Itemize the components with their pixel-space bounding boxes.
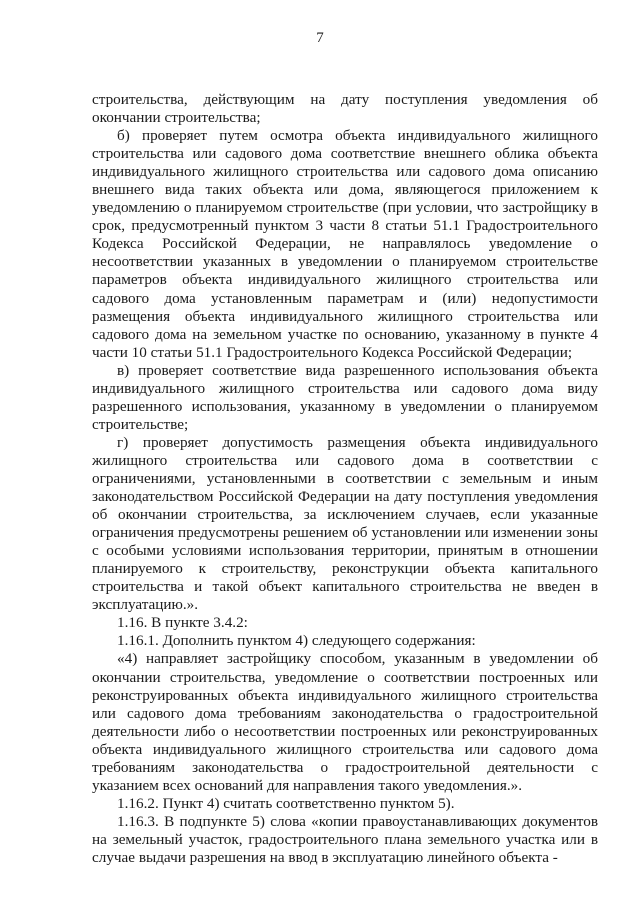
paragraph-item-4: «4) направляет застройщику способом, указанным в уведомлении об окончании строительства, уведомление о соответствии построенных или реконструированных объекта индивидуального жилищного строительства или садового дома требованиям законодательства о градостроительной деятельности либо о несоответствии построенных или реконструированных объекта индивидуального жилищного строительства или садового дома требованиям законодательства о градостроительной деятельности с указанием всех оснований для направления такого уведомления.». [92, 650, 598, 794]
paragraph-item-v: в) проверяет соответствие вида разрешенного использования объекта индивидуального жилищного строительства или садового дома виду разрешенного использования, указанному в уведомлении о планируемом строительстве; [92, 361, 598, 433]
paragraph-clause-1-16: 1.16. В пункте 3.4.2: [117, 614, 248, 632]
paragraph-clause-1-16-3: 1.16.3. В подпункте 5) слова «копии правоустанавливающих документов на земельный участок, градостроительного плана земельного участка или в случае выдачи разрешения на ввод в эксплуатацию линейного объекта - [92, 812, 598, 866]
paragraph-clause-1-16-1: 1.16.1. Дополнить пунктом 4) следующего содержания: [117, 632, 476, 650]
document-body [92, 91, 598, 867]
paragraph-item-g: г) проверяет допустимость размещения объекта индивидуального жилищного строительства или садового дома в соответствии с ограничениями, установленными в соответствии с земельным и иным законодательством Российской Федерации на дату поступления уведомления об окончании строительства, за исключением случаев, если указанные ограничения предусмотрены решением об установлении или изменении зоны с особыми условиями использования территории, принятым в отношении планируемого к строительству, реконструкции объекта капитального строительства и такой объект капитального строительства не введен в эксплуатацию.». [92, 433, 598, 614]
page-number: 7 [316, 30, 324, 46]
paragraph-clause-1-16-2: 1.16.2. Пункт 4) считать соответственно пунктом 5). [117, 794, 455, 812]
paragraph-item-b: б) проверяет путем осмотра объекта индивидуального жилищного строительства или садового дома соответствие внешнего облика объекта индивидуального жилищного строительства или садового дома описанию внешнего вида таких объекта или дома, являющегося приложением к уведомлению о планируемом строительстве (при условии, что застройщику в срок, предусмотренный пунктом 3 части 8 статьи 51.1 Градостроительного Кодекса Российской Федерации, не направлялось уведомление о несоответствии указанных в уведомлении о планируемом строительстве параметров объекта индивидуального жилищного строительства или садового дома установленным параметрам и (или) недопустимости размещения объекта индивидуального жилищного строительства или садового дома на земельном участке по основанию, указанному в пункте 4 части 10 статьи 51.1 Градостроительного Кодекса Российской Федерации; [92, 127, 598, 361]
paragraph-continuation: строительства, действующим на дату поступления уведомления об окончании строительства; [92, 91, 598, 127]
